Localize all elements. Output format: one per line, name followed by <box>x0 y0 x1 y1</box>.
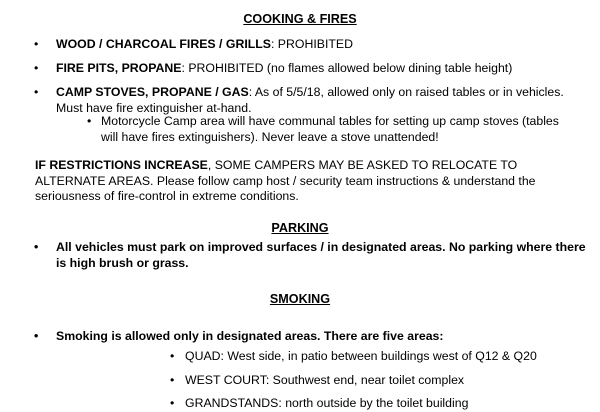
list-item-parking <box>34 240 586 271</box>
location-text: WEST COURT: Southwest end, near toilet complex <box>185 373 465 387</box>
bullet-icon: • <box>170 396 175 410</box>
bullet-icon: • <box>34 85 39 99</box>
list-item-camp-stoves <box>34 85 586 116</box>
location-text: GRANDSTANDS: north outside by the toilet building <box>185 396 469 410</box>
item-text: Smoking is allowed only in designated areas. There are five areas: <box>56 329 444 343</box>
item-text: : As of 5/5/18, allowed only on raised tables or in vehicles. Must have fire extinguisher at-hand. <box>56 85 564 115</box>
list-item-location-grandstands <box>170 396 585 412</box>
smoking-heading: SMOKING <box>269 292 331 306</box>
restrictions-paragraph <box>35 158 585 205</box>
bullet-icon: • <box>34 61 39 75</box>
item-bold-label: WOOD / CHARCOAL FIRES / GRILLS <box>56 37 271 51</box>
restrictions-bold-label: IF RESTRICTIONS INCREASE <box>35 158 208 172</box>
parking-heading: PARKING <box>271 221 329 235</box>
sub-item-text: Motorcycle Camp area will have communal tables for setting up camp stoves (tables will have fires extinguishers). Never leave a stove unattended! <box>101 114 559 144</box>
list-item-location-west-court <box>170 373 585 389</box>
restrictions-text: , SOME CAMPERS MAY BE ASKED TO RELOCATE TO ALTERNATE AREAS. Please follow camp host / security team instructions & understand the seriousness of fire-control in extreme conditions. <box>35 158 536 203</box>
item-text: All vehicles must park on improved surfaces / in designated areas. No parking where there is high brush or grass. <box>56 240 586 270</box>
item-text: : PROHIBITED <box>270 37 353 51</box>
cooking-fires-heading: COOKING & FIRES <box>243 12 357 26</box>
list-item-fire-pits <box>34 61 586 77</box>
list-item-wood-charcoal <box>34 37 586 53</box>
item-bold-label: CAMP STOVES, PROPANE / GAS <box>56 85 249 99</box>
list-item-smoking <box>34 329 586 345</box>
bullet-icon: • <box>170 349 175 363</box>
location-text: QUAD: West side, in patio between buildings west of Q12 & Q20 <box>185 349 537 363</box>
bullet-icon: • <box>34 37 39 51</box>
item-text: : PROHIBITED (no flames allowed below dining table height) <box>181 61 513 75</box>
item-bold-label: FIRE PITS, PROPANE <box>56 61 182 75</box>
bullet-icon: • <box>87 114 92 128</box>
list-item-location-quad <box>170 349 585 365</box>
bullet-icon: • <box>170 373 175 387</box>
bullet-icon: • <box>34 240 39 254</box>
bullet-icon: • <box>34 329 39 343</box>
sub-list-item-motorcycle-camp <box>87 114 571 145</box>
